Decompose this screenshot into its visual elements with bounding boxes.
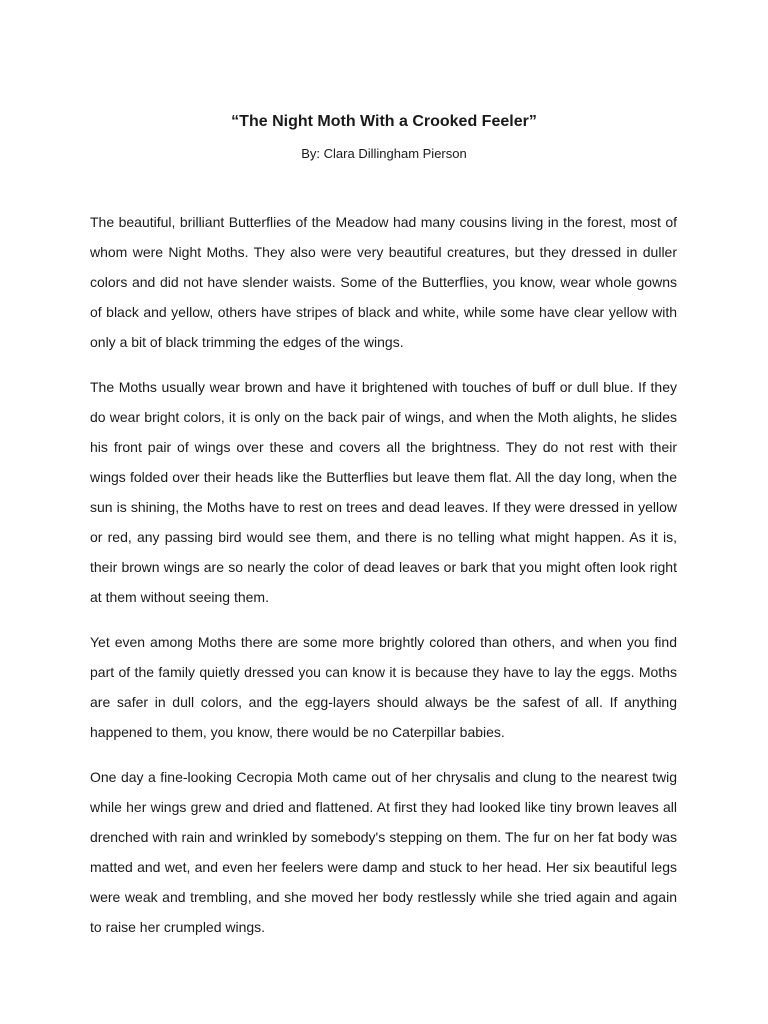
story-body <box>90 207 677 957</box>
paragraph: One day a fine-looking Cecropia Moth came out of her chrysalis and clung to the nearest twig while her wings grew and dried and flattened. At first they had looked like tiny brown leaves all drenched with rain and wrinkled by somebody's stepping on them. The fur on her fat body was matted and wet, and even her feelers were damp and stuck to her head. Her six beautiful legs were weak and trembling, and she moved her body restlessly while she tried again and again to raise her crumpled wings. <box>90 769 677 935</box>
document-title: “The Night Moth With a Crooked Feeler” <box>231 113 537 130</box>
paragraph: Yet even among Moths there are some more brightly colored than others, and when you find part of the family quietly dressed you can know it is because they have to lay the eggs. Moths are safer in dull colors, and the egg-layers should always be the safest of all. If anything happened to them, you know, there would be no Caterpillar babies. <box>90 634 677 740</box>
author-byline: By: Clara Dillingham Pierson <box>301 146 467 161</box>
paragraph: The Moths usually wear brown and have it brightened with touches of buff or dull blue. If they do wear bright colors, it is only on the back pair of wings, and when the Moth alights, he slides his front pair of wings over these and covers all the brightness. They do not rest with their wings folded over their heads like the Butterflies but leave them flat. All the day long, when the sun is shining, the Moths have to rest on trees and dead leaves. If they were dressed in yellow or red, any passing bird would see them, and there is no telling what might happen. As it is, their brown wings are so nearly the color of dead leaves or bark that you might often look right at them without seeing them. <box>90 379 677 605</box>
paragraph: The beautiful, brilliant Butterflies of the Meadow had many cousins living in the forest, most of whom were Night Moths. They also were very beautiful creatures, but they dressed in duller colors and did not have slender waists. Some of the Butterflies, you know, wear whole gowns of black and yellow, others have stripes of black and white, while some have clear yellow with only a bit of black trimming the edges of the wings. <box>90 214 677 350</box>
